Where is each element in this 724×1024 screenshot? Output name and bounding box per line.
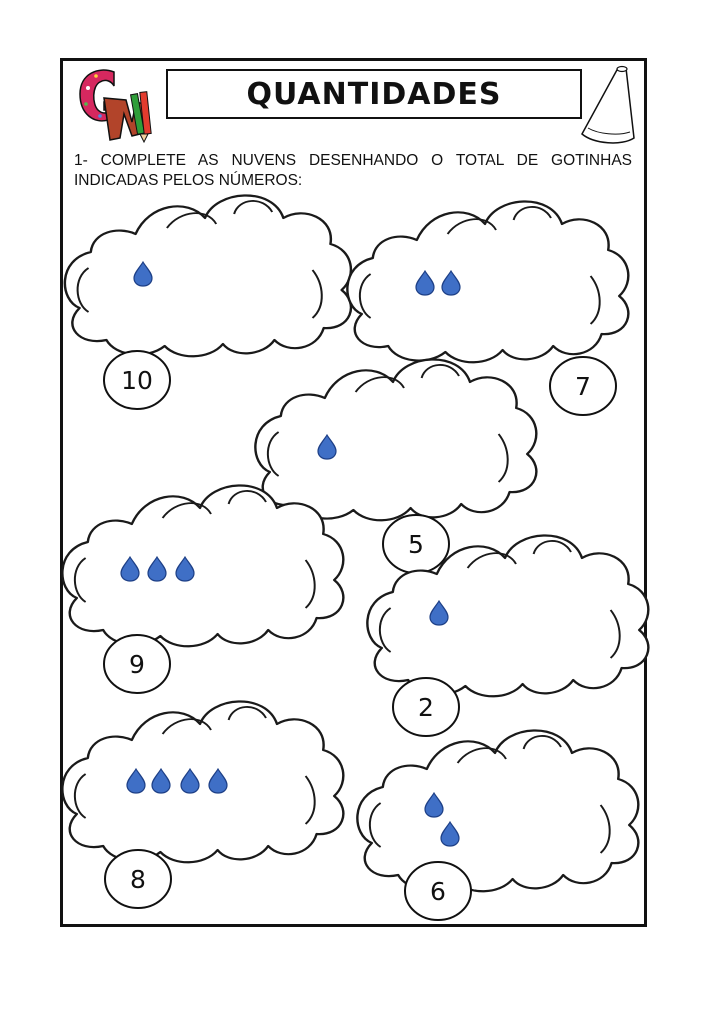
- cloud-outline: [62, 485, 343, 646]
- cloud-outline: [347, 201, 628, 362]
- page-title: QUANTIDADES: [246, 76, 502, 112]
- cloud-9: [62, 485, 343, 693]
- cloud-outline: [65, 195, 351, 356]
- cloud-number: 2: [418, 693, 434, 722]
- cloud-number: 9: [129, 650, 145, 679]
- cloud-number: 7: [575, 372, 591, 401]
- cloud-number: 10: [121, 366, 153, 395]
- cloud-outline: [62, 701, 343, 862]
- cloud-number: 6: [430, 877, 446, 906]
- cloud-6: [357, 730, 638, 920]
- instruction-line-2: INDICADAS PELOS NÚMEROS:: [74, 172, 303, 189]
- cloud-number: 5: [408, 530, 424, 559]
- instruction-line-1: 1- COMPLETE AS NUVENS DESENHANDO O TOTAL DE GOTINHAS: [74, 152, 632, 169]
- cloud-10: [65, 195, 351, 409]
- cloud-outline: [357, 730, 638, 891]
- cloud-number: 8: [130, 865, 146, 894]
- cloud-8: [62, 701, 343, 908]
- cloud-outline: [255, 359, 536, 520]
